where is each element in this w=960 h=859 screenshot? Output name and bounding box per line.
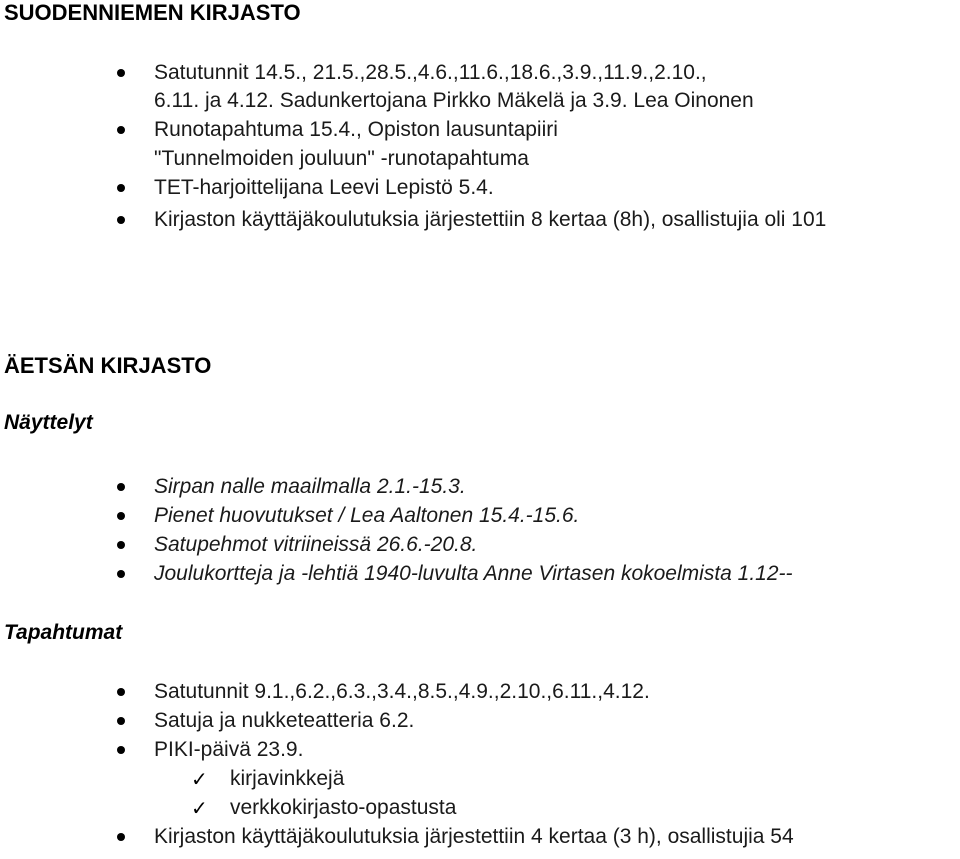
exhibition-item: Pienet huovutukset / Lea Aaltonen 15.4.-15.6.: [154, 504, 580, 527]
exhibition-item: Sirpan nalle maailmalla 2.1.-15.3.: [154, 475, 466, 498]
checkmark-icon: ✓: [191, 796, 208, 820]
bullet-dot-icon: [117, 688, 125, 696]
bullet-dot-icon: [117, 570, 125, 578]
list-item: Satutunnit 14.5., 21.5.,28.5.,4.6.,11.6.,18.6.,3.9.,11.9.,2.10.,: [154, 61, 707, 84]
event-item: Kirjaston käyttäjäkoulutuksia järjestettiin 4 kertaa (3 h), osallistujia 54: [154, 825, 794, 848]
event-subitem: verkkokirjasto-opastusta: [230, 796, 457, 819]
event-item: Satuja ja nukketeatteria 6.2.: [154, 709, 415, 732]
bullet-dot-icon: [117, 717, 125, 725]
list-item-continuation: "Tunnelmoiden jouluun" -runotapahtuma: [154, 147, 529, 170]
event-subitem: kirjavinkkejä: [230, 767, 345, 790]
bullet-dot-icon: [117, 126, 125, 134]
event-item: Satutunnit 9.1.,6.2.,6.3.,3.4.,8.5.,4.9.,2.10.,6.11.,4.12.: [154, 680, 650, 703]
bullet-dot-icon: [117, 216, 125, 224]
heading-events: Tapahtumat: [4, 621, 123, 644]
list-item-continuation: 6.11. ja 4.12. Sadunkertojana Pirkko Mäkelä ja 3.9. Lea Oinonen: [154, 89, 754, 112]
checkmark-icon: ✓: [191, 767, 208, 791]
bullet-dot-icon: [117, 512, 125, 520]
list-item: Runotapahtuma 15.4., Opiston lausuntapiiri: [154, 118, 558, 141]
list-item: Kirjaston käyttäjäkoulutuksia järjestettiin 8 kertaa (8h), osallistujia oli 101: [154, 208, 827, 231]
heading-exhibitions: Näyttelyt: [4, 411, 93, 434]
bullet-dot-icon: [117, 184, 125, 192]
bullet-dot-icon: [117, 69, 125, 77]
exhibition-item: Satupehmot vitriineissä 26.6.-20.8.: [154, 533, 478, 556]
section-title-aetsa: ÄETSÄN KIRJASTO: [4, 353, 212, 378]
bullet-dot-icon: [117, 483, 125, 491]
exhibition-item: Joulukortteja ja -lehtiä 1940-luvulta Anne Virtasen kokoelmista 1.12--: [154, 562, 793, 585]
bullet-dot-icon: [117, 746, 125, 754]
section-title-suodenniemi: SUODENNIEMEN KIRJASTO: [4, 0, 301, 25]
list-item: TET-harjoittelijana Leevi Lepistö 5.4.: [154, 176, 494, 199]
event-item: PIKI-päivä 23.9.: [154, 738, 304, 761]
bullet-dot-icon: [117, 833, 125, 841]
bullet-dot-icon: [117, 541, 125, 549]
